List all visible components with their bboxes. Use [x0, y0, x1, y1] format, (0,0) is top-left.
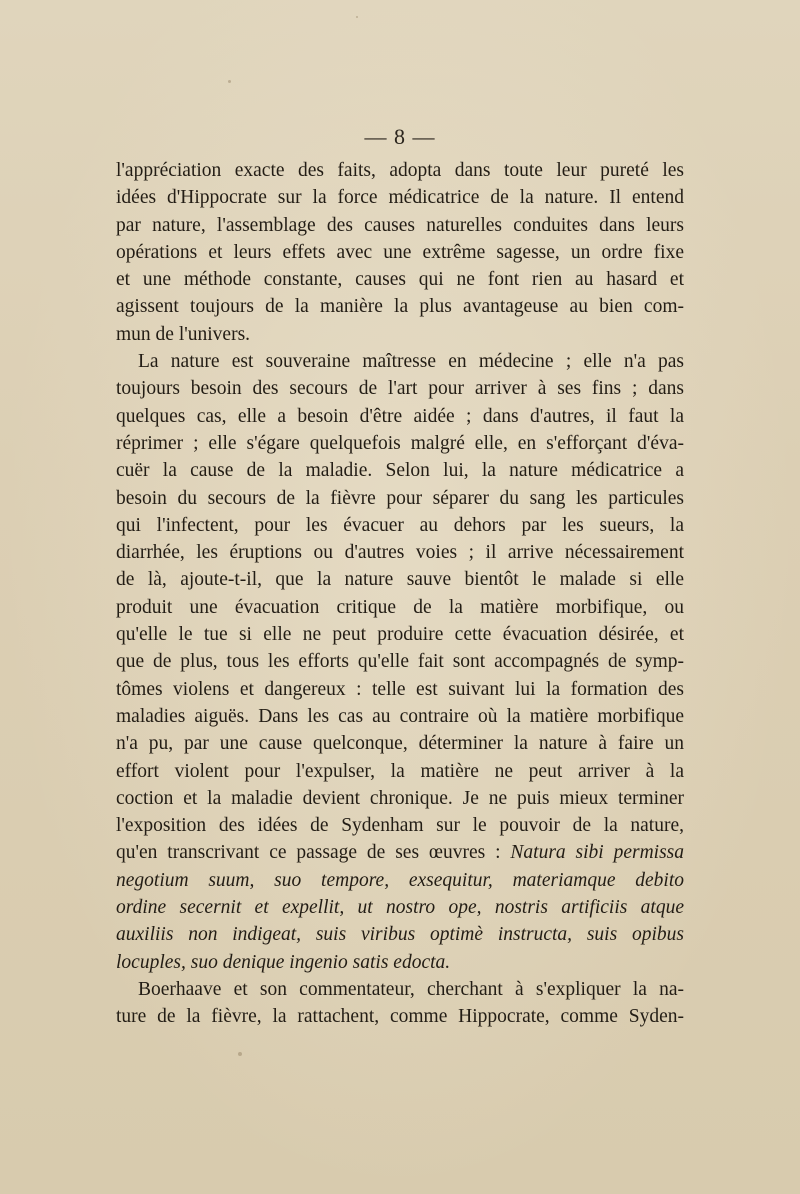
paper-speck [238, 1052, 242, 1056]
text-line: idées d'Hippocrate sur la force médicatrice de la nature. Il entend [116, 187, 684, 209]
text-line: que de plus, tous les efforts qu'elle fait sont accompagnés de symp- [116, 651, 684, 673]
text-line: tômes violens et dangereux : telle est suivant lui la formation des [116, 678, 684, 700]
text-line: Boerhaave et son commentateur, cherchant à s'expliquer la na- [138, 978, 684, 1000]
text-line: effort violent pour l'expulser, la matière ne peut arriver à la [116, 760, 684, 782]
text-line: opérations et leurs effets avec une extrême sagesse, un ordre fixe [116, 241, 684, 263]
latin-quote-fragment: Natura sibi permissa [510, 842, 684, 864]
text-line: besoin du secours de la fièvre pour séparer du sang les particules [116, 487, 684, 509]
text-line: mun de l'univers. [116, 323, 251, 345]
text-line: produit une évacuation critique de la matière morbifique, ou [116, 596, 684, 618]
paper-speck [356, 16, 358, 18]
latin-quote-line: locuples, suo denique ingenio satis edocta. [116, 951, 451, 973]
text-line: l'appréciation exacte des faits, adopta dans toute leur pureté les [116, 160, 684, 181]
text-line: cuër la cause de la maladie. Selon lui, la nature médicatrice a [116, 460, 684, 482]
latin-quote-line: negotium suum, suo tempore, exsequitur, materiamque debito [116, 869, 684, 891]
text-line: par nature, l'assemblage des causes naturelles conduites dans leurs [116, 214, 684, 236]
latin-quote-line: ordine secernit et expellit, ut nostro ope, nostris artificiis atque [116, 897, 684, 919]
text-line: l'exposition des idées de Sydenham sur le pouvoir de la nature, [116, 815, 684, 837]
text-line: agissent toujours de la manière la plus avantageuse au bien com- [116, 296, 684, 318]
page-number: — 8 — [364, 124, 436, 149]
text-line: quelques cas, elle a besoin d'être aidée ; dans d'autres, il faut la [116, 405, 684, 427]
text-fragment-roman: qu'en transcrivant ce passage de ses œuvres : [116, 842, 511, 864]
text-line: et une méthode constante, causes qui ne font rien au hasard et [116, 269, 684, 291]
text-line: diarrhée, les éruptions ou d'autres voies ; il arrive nécessairement [116, 542, 684, 564]
text-line: n'a pu, par une cause quelconque, déterminer la nature à faire un [116, 733, 684, 755]
paper-speck [228, 80, 231, 83]
body-text [116, 157, 684, 1031]
latin-quote-line: auxiliis non indigeat, suis viribus optimè instructa, suis opibus [116, 924, 684, 946]
text-line: réprimer ; elle s'égare quelquefois malgré elle, en s'efforçant d'éva- [116, 432, 684, 454]
text-line: coction et la maladie devient chronique. Je ne puis mieux terminer [116, 787, 684, 809]
text-line: toujours besoin des secours de l'art pour arriver à ses fins ; dans [116, 378, 684, 400]
text-line: qu'elle le tue si elle ne peut produire cette évacuation désirée, et [116, 624, 684, 646]
text-line-mixed [116, 839, 684, 866]
text-line: maladies aiguës. Dans les cas au contraire où la matière morbifique [116, 705, 684, 727]
text-line: La nature est souveraine maîtresse en médecine ; elle n'a pas [138, 351, 684, 373]
text-line: qui l'infectent, pour les évacuer au dehors par les sueurs, la [116, 514, 684, 536]
text-line: de là, ajoute-t-il, que la nature sauve bientôt le malade si elle [116, 569, 684, 591]
text-line: ture de la fièvre, la rattachent, comme Hippocrate, comme Syden- [116, 1006, 684, 1028]
